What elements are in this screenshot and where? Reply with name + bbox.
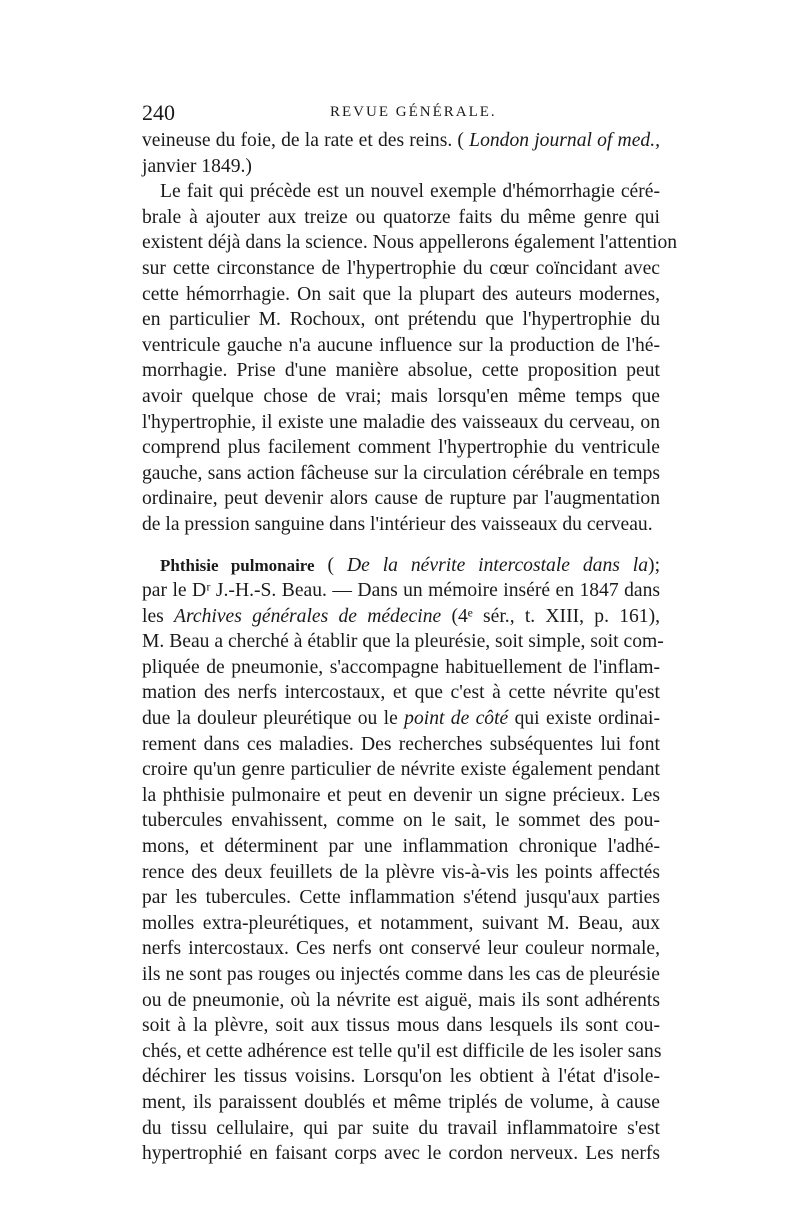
text-line: avoir quelque chose de vrai; mais lorsqu'en même temps que — [142, 385, 660, 407]
text-line: les Archives générales de médecine (4ᵉ sér., t. XIII, p. 161), — [142, 605, 661, 627]
text-line: chés, et cette adhérence est telle qu'il est difficile de les isoler sans — [142, 1040, 662, 1062]
text-line: par les tubercules. Cette inflammation s'étend jusqu'aux parties — [142, 887, 660, 909]
text-line: ou de pneumonie, où la névrite est aiguë, mais ils sont adhérents — [142, 989, 660, 1011]
text-line: janvier 1849.) — [142, 155, 252, 177]
text-line: l'hypertrophie, il existe une maladie des vaisseaux du cerveau, on — [142, 411, 660, 433]
citation: London journal of med., — [469, 130, 660, 151]
text-line: gauche, sans action fâcheuse sur la circulation cérébrale en temps — [142, 462, 660, 484]
text-line: ils ne sont pas rouges ou injectés comme dans les cas de pleurésie — [142, 964, 660, 985]
text-line: déchirer les tissus voisins. Lorsqu'on les obtient à l'état d'isole- — [142, 1066, 660, 1088]
text-line: mons, et déterminent par une inflammation chronique l'adhé- — [142, 836, 660, 858]
running-title: REVUE GÉNÉRALE. — [330, 104, 497, 120]
text-line: de la pression sanguine dans l'intérieur des vaisseaux du cerveau. — [142, 513, 653, 535]
paragraph — [142, 732, 660, 1167]
text-line: M. Beau a cherché à établir que la pleurésie, soit simple, soit com- — [142, 631, 664, 653]
text-line: soit à la plèvre, soit aux tissus mous dans lesquels ils sont cou- — [142, 1015, 660, 1037]
text-line: ment, ils paraissent doublés et même triplés de volume, à cause — [142, 1091, 660, 1113]
text-line: croire qu'un genre particulier de névrite existe également pendant — [142, 759, 660, 781]
text-line: nerfs intercostaux. Ces nerfs ont conservé leur couleur normale, — [142, 938, 660, 960]
text-line: existent déjà dans la science. Nous appellerons également l'attention — [142, 232, 678, 254]
text-line: en particulier M. Rochoux, ont prétendu que l'hypertrophie du — [142, 309, 660, 331]
text-line: rement dans ces maladies. Des recherches subséquentes lui font — [142, 733, 660, 755]
text-line: due la douleur pleurétique ou le point de côté qui existe ordinai- — [142, 708, 661, 730]
page-number: 240 — [142, 100, 175, 125]
text-line: ventricule gauche n'a aucune influence sur la production de l'hé- — [142, 334, 660, 356]
emphasis: point de côté — [404, 708, 509, 730]
text-line: morrhagie. Prise d'une manière absolue, cette proposition peut — [142, 360, 660, 382]
text-line: mation des nerfs intercostaux, et que c'est à cette névrite qu'est — [142, 682, 660, 704]
text-line: molles extra-pleurétiques, et notamment, suivant M. Beau, aux — [142, 912, 660, 934]
text-line: brale à ajouter aux treize ou quatorze faits du même genre qui — [142, 206, 660, 228]
text-line: rence des deux feuillets de la plèvre vis-à-vis les points affectés — [142, 861, 660, 883]
text-line: Le fait qui précède est un nouvel exemple d'hémorrhagie céré- — [160, 181, 660, 203]
text-line: sur cette circonstance de l'hypertrophie du cœur coïncidant avec — [142, 257, 660, 279]
paragraph — [142, 179, 678, 537]
text-line: veineuse du foie, de la rate et des reins. ( London journal of med., — [142, 130, 660, 151]
section-heading-line: Phthisie pulmonaire ( De la névrite intercostale dans la); — [160, 554, 661, 576]
text-line: pliquée de pneumonie, s'accompagne habituellement de l'inflam- — [142, 656, 660, 678]
text-line: cette hémorrhagie. On sait que la plupart des auteurs modernes, — [142, 283, 660, 305]
body-text — [142, 128, 678, 1167]
text-line: du tissu cellulaire, qui par suite du travail inflammatoire s'est — [142, 1117, 660, 1139]
section-title: Phthisie pulmonaire — [160, 555, 315, 575]
page-header — [142, 100, 660, 126]
text-line: par le Dʳ J.-H.-S. Beau. — Dans un mémoire inséré en 1847 dans — [142, 580, 660, 602]
journal-title: Archives générales de médecine — [174, 605, 442, 627]
text-line: comprend plus facilement comment l'hypertrophie du ventricule — [142, 437, 660, 459]
text-line: ordinaire, peut devenir alors cause de rupture par l'augmentation — [142, 488, 660, 510]
text-line: hypertrophié en faisant corps avec le cordon nerveux. Les nerfs — [142, 1143, 660, 1165]
text-line: tubercules envahissent, comme on le sait, le sommet des pou- — [142, 810, 660, 832]
section-subtitle: De la névrite intercostale dans la — [346, 554, 649, 576]
text-line: la phthisie pulmonaire et peut en devenir un signe précieux. Les — [142, 784, 660, 806]
